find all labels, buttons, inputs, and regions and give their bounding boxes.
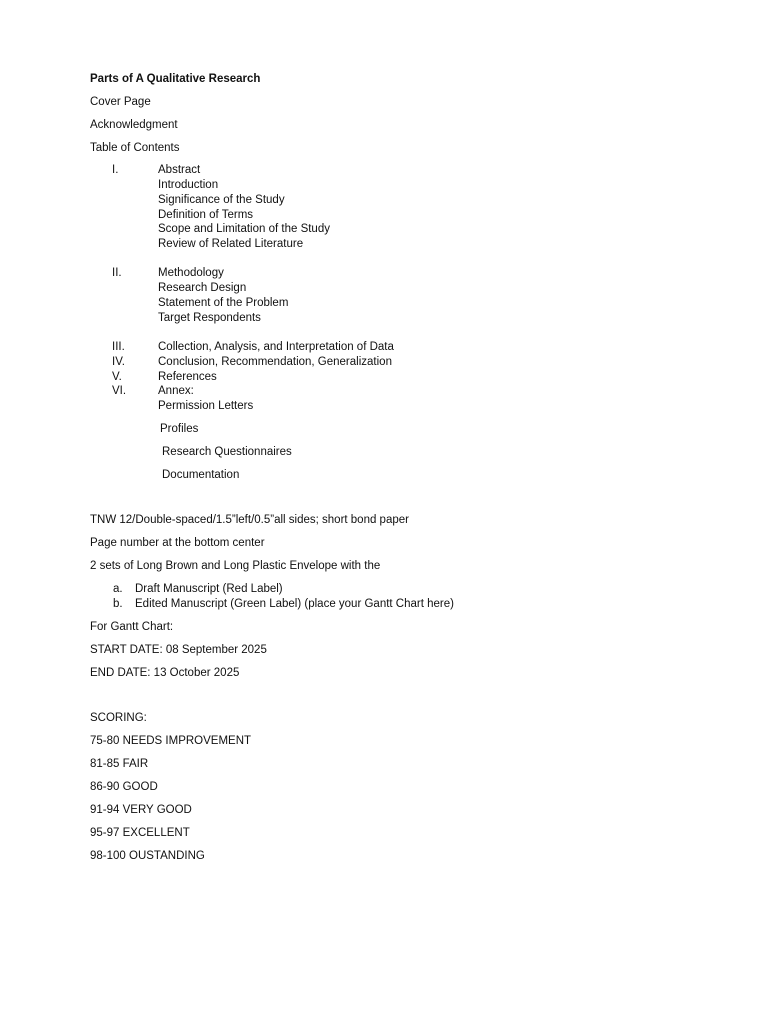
scoring-level: 91-94 VERY GOOD: [90, 804, 192, 816]
outline-item: Statement of the Problem: [158, 297, 289, 309]
outline-item: Abstract: [158, 164, 201, 176]
outline-numeral-6: VI.: [112, 385, 127, 397]
outline-item: Scope and Limitation of the Study: [158, 223, 330, 235]
list-marker-b: b.: [113, 598, 123, 610]
annex-item-profiles: Profiles: [160, 423, 199, 435]
outline-item: Target Respondents: [158, 312, 261, 324]
outline-item: Introduction: [158, 179, 219, 191]
format-note: TNW 12/Double-spaced/1.5”left/0.5”all sides; short bond paper: [90, 514, 409, 526]
scoring-level: 86-90 GOOD: [90, 781, 158, 793]
envelope-note: 2 sets of Long Brown and Long Plastic Envelope with the: [90, 560, 381, 572]
scoring-level: 81-85 FAIR: [90, 758, 149, 770]
outline-item: Definition of Terms: [158, 209, 254, 221]
outline-numeral-4: IV.: [112, 356, 126, 368]
outline-item: Methodology: [158, 267, 224, 279]
front-matter-cover-page: Cover Page: [90, 96, 151, 108]
document-title: Parts of A Qualitative Research: [90, 73, 261, 85]
scoring-level: 98-100 OUSTANDING: [90, 850, 205, 862]
outline-item: Collection, Analysis, and Interpretation of Data: [158, 341, 394, 353]
document-page: [90, 0, 710, 1024]
gantt-start-date: START DATE: 08 September 2025: [90, 644, 267, 656]
outline-item: Significance of the Study: [158, 194, 285, 206]
outline-numeral-2: II.: [112, 267, 122, 279]
scoring-heading: SCORING:: [90, 712, 147, 724]
annex-item-questionnaires: Research Questionnaires: [162, 446, 292, 458]
outline-item: Permission Letters: [158, 400, 254, 412]
outline-numeral-1: I.: [112, 164, 119, 176]
page-number-note: Page number at the bottom center: [90, 537, 265, 549]
outline-item: Conclusion, Recommendation, Generalization: [158, 356, 392, 368]
gantt-heading: For Gantt Chart:: [90, 621, 174, 633]
envelope-item-edited: Edited Manuscript (Green Label) (place your Gantt Chart here): [135, 598, 454, 610]
envelope-item-draft: Draft Manuscript (Red Label): [135, 583, 283, 595]
outline-numeral-5: V.: [112, 371, 122, 383]
outline-item: References: [158, 371, 217, 383]
gantt-end-date: END DATE: 13 October 2025: [90, 667, 240, 679]
outline-item: Annex:: [158, 385, 194, 397]
outline-numeral-3: III.: [112, 341, 125, 353]
front-matter-table-of-contents: Table of Contents: [90, 142, 180, 154]
scoring-level: 95-97 EXCELLENT: [90, 827, 190, 839]
scoring-level: 75-80 NEEDS IMPROVEMENT: [90, 735, 252, 747]
outline-item: Review of Related Literature: [158, 238, 304, 250]
list-marker-a: a.: [113, 583, 123, 595]
outline-item: Research Design: [158, 282, 247, 294]
annex-item-documentation: Documentation: [162, 469, 240, 481]
front-matter-acknowledgment: Acknowledgment: [90, 119, 178, 131]
